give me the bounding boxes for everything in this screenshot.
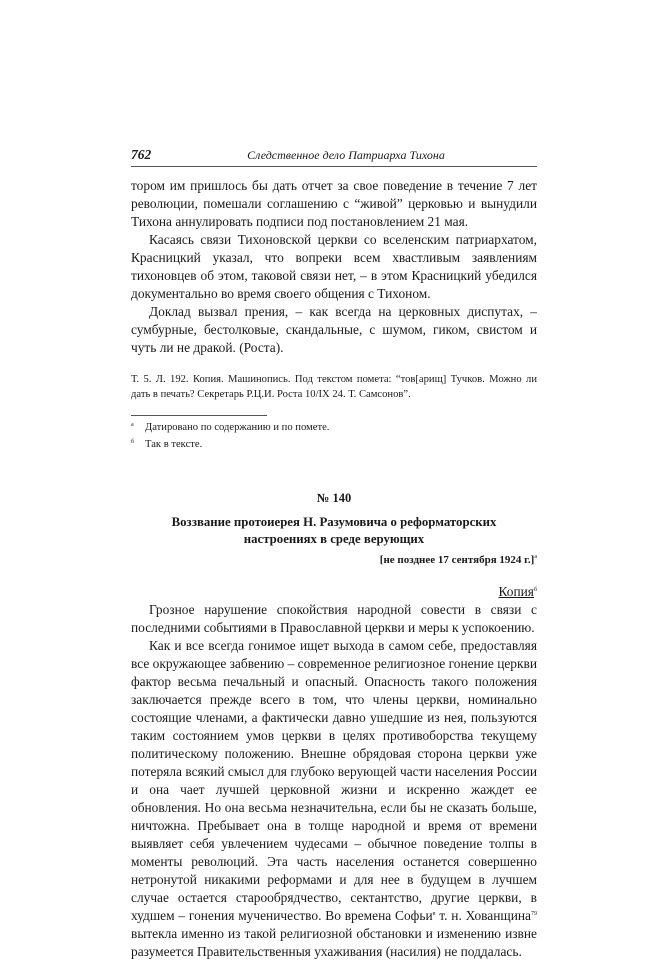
continued-text [131,177,537,357]
document-page [131,147,537,961]
paragraph-text: вытекла именно из такой религиозной обстановки и изменению извне разумеется Правительственныя ухаживания (насилия) не поддалась. [131,926,537,959]
archival-source-note: Т. 5. Л. 192. Копия. Машинопись. Под текстом помета: “тов[арищ] Тучков. Можно ли дать в печать? Секретарь Р.Ц.И. Роста 10/IX 24. Т. Самсонов”. [131,374,537,400]
footnote-reference: а [534,554,537,560]
endnote-reference: 79 [531,911,537,917]
paragraph-text: Как и все всегда гонимое ищет выхода в самом себе, предоставляя все окружающее забвению – современное религиозное гонение церкви фактор весьма печальный и опасный. Опасность такого положения заключается прежде всего в том, что члены церкви, номинально состоящие членами, а фактически давно ушедшие из нея, пользуются таким состоянием умов церкви в целях противоборства текущему политическому положению. Внешне обрядовая сторона церкви уже потеряла всякий смысл для глубоко верующей части населения России и она чает лучшей церковной жизни и искренно жаждет ее обновления. Но она весьма незначительна, если бы не сказать больше, ничтожна. Пребывает она в толще народной и время от времени выявляет себя увлечением чудесами – обычное поведение толпы в моменты революций. Эта часть населения останется совершенно нетронутой никакими реформами и для нее в будущем в лучшем случае остается старообрядчество, сектантство, другие церкви, в худшем – гонения мученичество. Во времена Софьи [131,638,537,923]
paragraph-text: т. н. Хованщина [435,908,531,923]
paragraph: тором им пришлось бы дать отчет за свое поведение в течение 7 лет революции, помешали соглашению с “живой” церковью и вынудили Тихона аннулировать подписи под постановлением 21 мая. [131,178,537,229]
footnote-reference: в [432,911,436,917]
document-date [131,553,537,567]
footnote-divider [131,415,267,416]
footnote-text: Датировано по содержанию и по помете. [145,422,330,433]
running-title: Следственное дело Патриарха Тихона [247,148,445,162]
copy-marker [131,583,537,601]
footnote-text: Так в тексте. [145,439,203,450]
paragraph [131,637,537,961]
running-header [131,147,537,167]
paragraph: Грозное нарушение спокойствия народной совести в связи с последними событиями в Православной церкви и меры к успокоению. [131,602,537,635]
document-body [131,601,537,961]
document-number: № 140 [316,491,352,505]
paragraph: Доклад вызвал прения, – как всегда на церковных диспутах, – сумбурные, бестолковые, скандальные, с шумом, гиком, свистом и чуть ли не дракой. (Роста). [131,304,537,355]
footnote [131,418,537,435]
document-title: Воззвание протоиерея Н. Разумовича о реформаторских настроениях в среде верующих [171,515,497,546]
paragraph: Касаясь связи Тихоновской церкви со вселенским патриархатом, Красницкий указал, что вопреки всем хвастливым заявлениям тихоновцев об этом, таковой связи нет, – в этом Красницкий убедился документально во время своего общения с Тихоном. [131,232,537,301]
copy-label: Копия [498,584,534,599]
document-date-text: [не позднее 17 сентября 1924 г.] [379,554,535,566]
footnote-reference: б [533,587,537,593]
footnote [131,435,537,452]
footnote-mark: б [131,439,135,445]
page-number: 762 [131,147,152,162]
footnotes [131,418,537,452]
footnote-mark: а [131,422,134,428]
